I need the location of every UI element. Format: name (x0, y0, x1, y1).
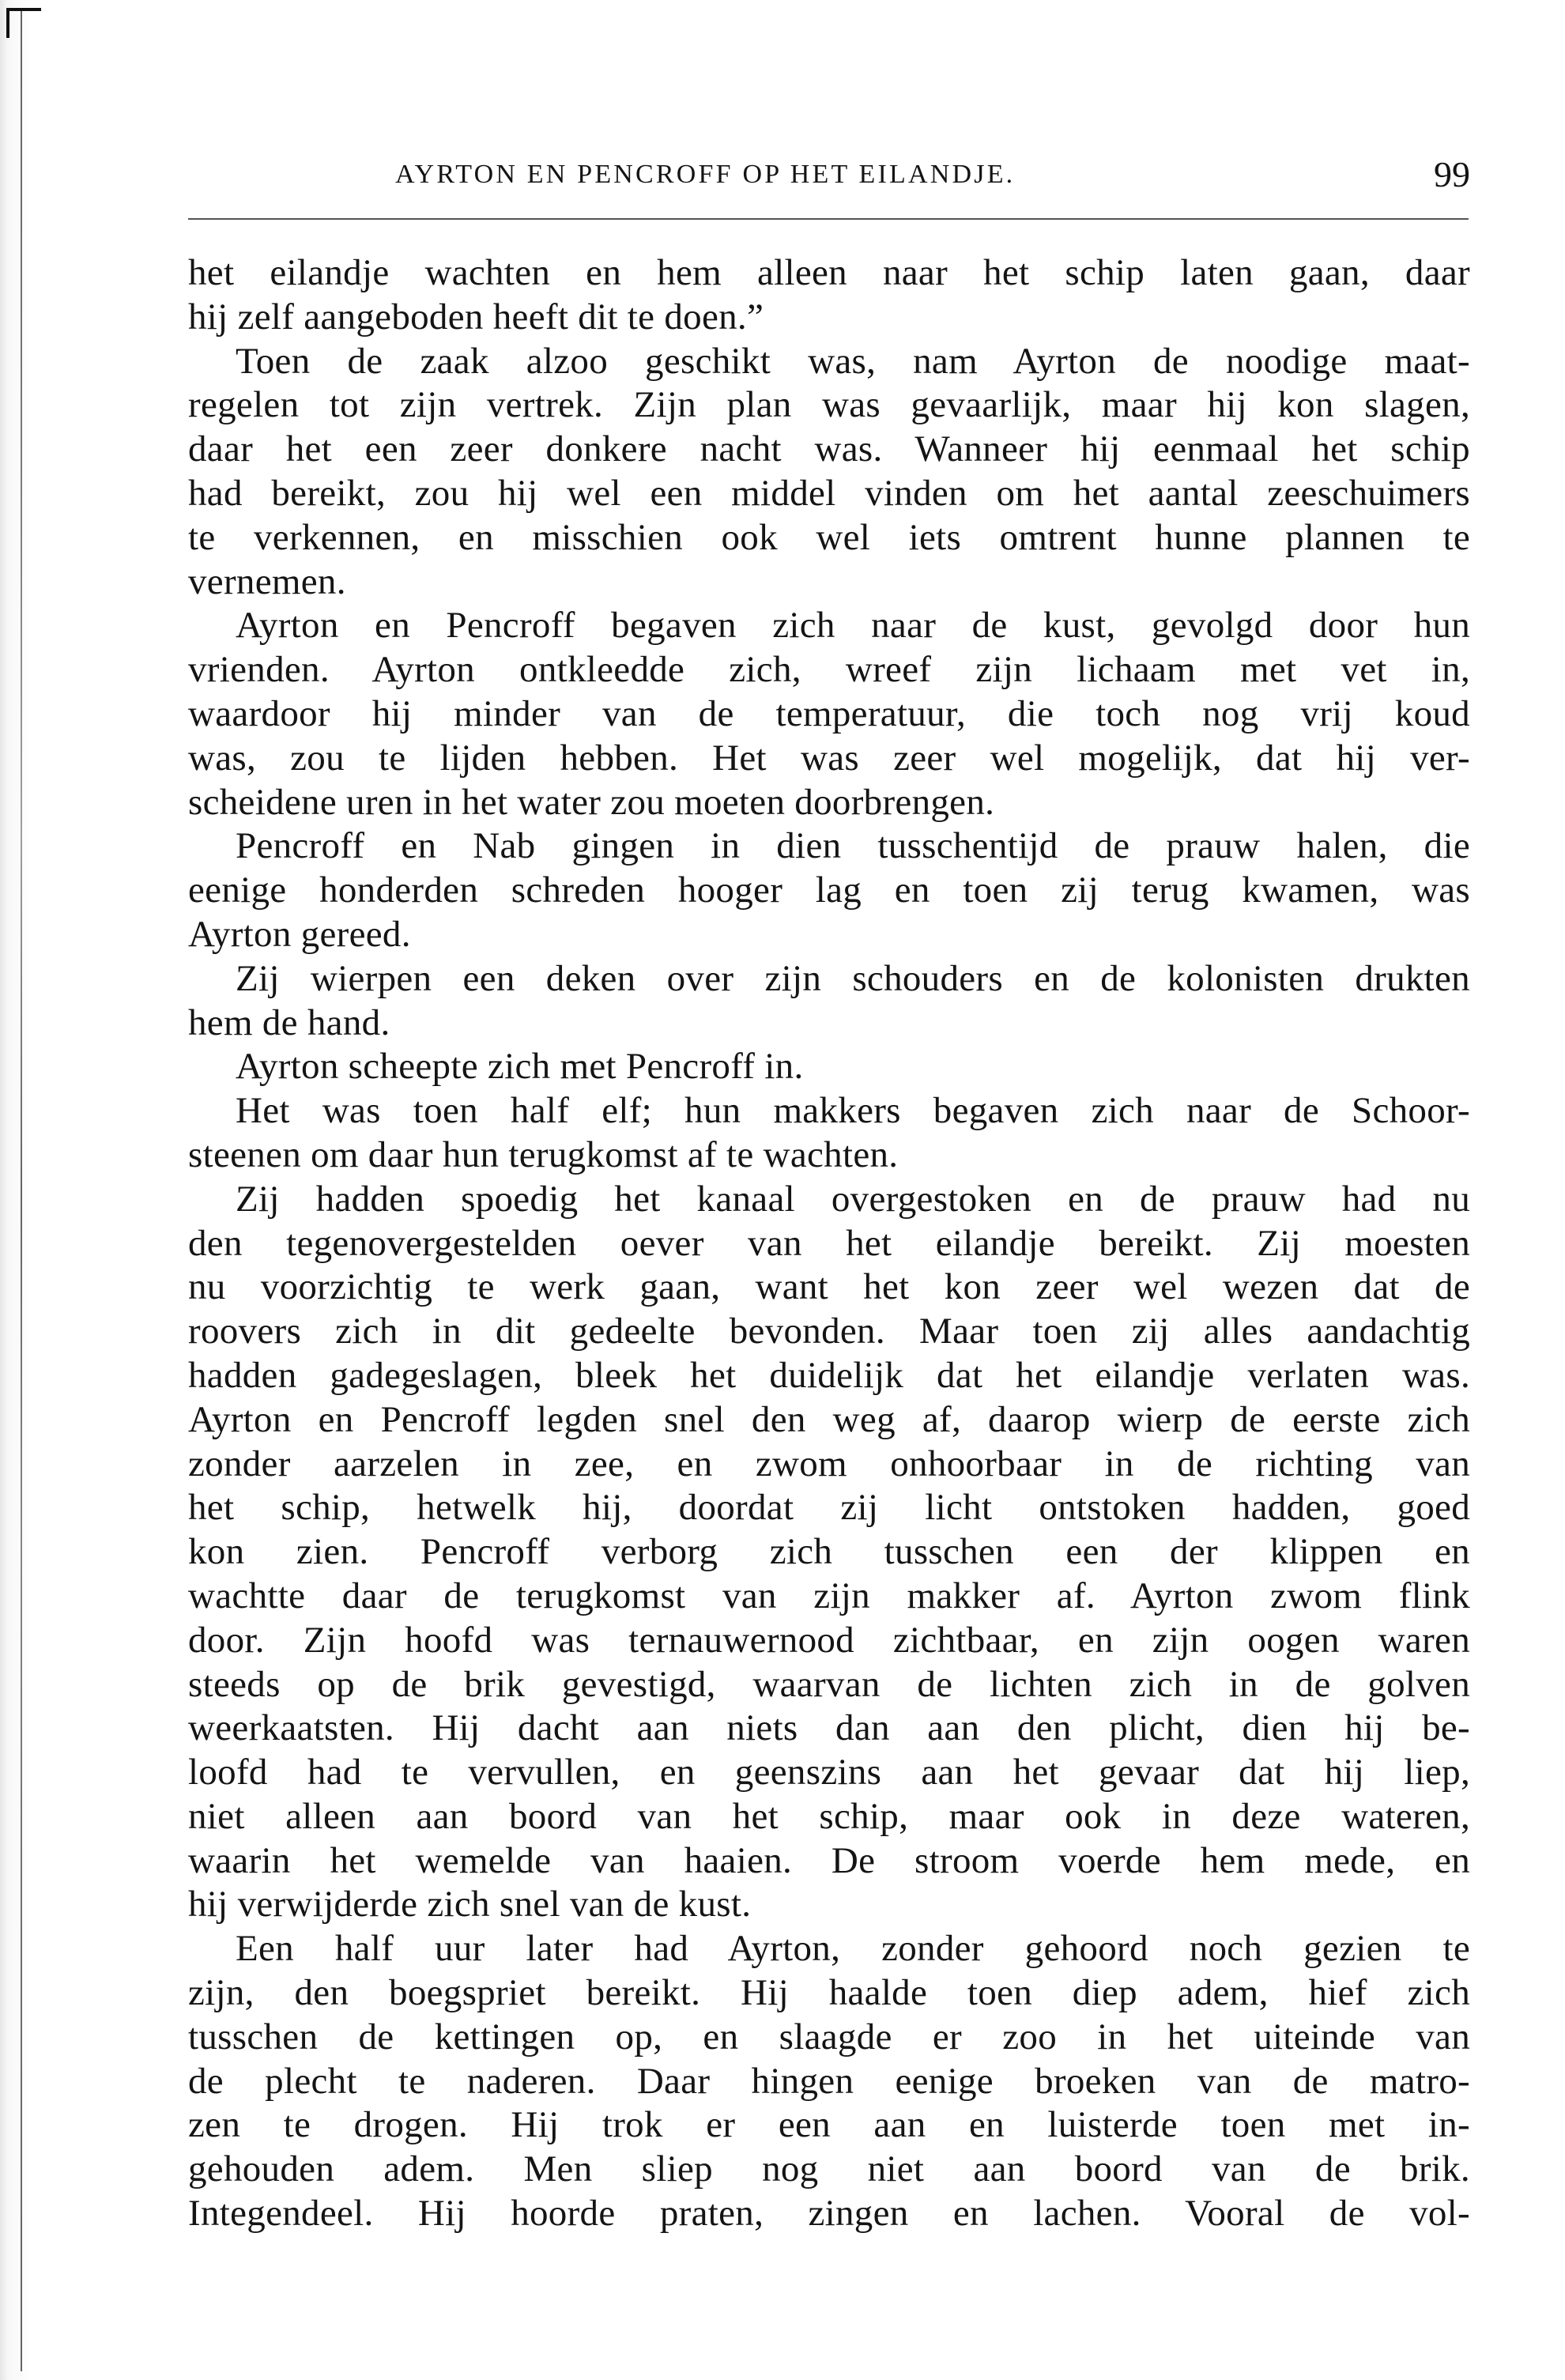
text-line: hadden gadegeslagen, bleek het duidelijk dat het eilandje verlaten was. (188, 1354, 1470, 1396)
scan-binding-edge (21, 8, 22, 2371)
text-line: Ayrton en Pencroff begaven zich naar de kust, gevolgd door hun (236, 605, 1470, 647)
text-line: eenige honderden schreden hooger lag en toen zij terug kwamen, was (188, 869, 1470, 911)
text-line: vrienden. Ayrton ontkleedde zich, wreef zijn lichaam met vet in, (188, 649, 1470, 691)
text-line: tusschen de kettingen op, en slaagde er zoo in het uiteinde van (188, 2016, 1470, 2058)
scan-corner-mark (6, 8, 41, 38)
running-head (395, 149, 1518, 204)
text-line: zonder aarzelen in zee, en zwom onhoorbaar in de richting van (188, 1443, 1470, 1484)
text-line: roovers zich in dit gedeelte bevonden. Maar toen zij alles aandachtig (188, 1311, 1470, 1352)
text-line: daar het een zeer donkere nacht was. Wanneer hij eenmaal het schip (188, 428, 1470, 470)
text-line: Ayrton en Pencroff legden snel den weg af, daarop wierp de eerste zich (188, 1398, 1470, 1440)
text-line: was, zou te lijden hebben. Het was zeer wel mogelijk, dat hij ver- (188, 737, 1470, 779)
text-line: vernemen. (188, 560, 346, 602)
text-line: Zij hadden spoedig het kanaal overgestoken en de prauw had nu (236, 1178, 1470, 1220)
text-line: had bereikt, zou hij wel een middel vinden om het aantal zeeschuimers (188, 472, 1470, 514)
scan-edge-shadow (0, 0, 38, 2380)
text-line: Het was toen half elf; hun makkers begaven zich naar de Schoor- (236, 1090, 1470, 1132)
text-line: regelen tot zijn vertrek. Zijn plan was gevaarlijk, maar hij kon slagen, (188, 384, 1470, 426)
text-line: scheidene uren in het water zou moeten doorbrengen. (188, 781, 995, 823)
text-line: zijn, den boegspriet bereikt. Hij haalde toen diep adem, hief zich (188, 1972, 1470, 2014)
header-rule (188, 218, 1469, 220)
text-line: waarin het wemelde van haaien. De stroom voerde hem mede, en (188, 1839, 1470, 1881)
text-line: door. Zijn hoofd was ternauwernood zichtbaar, en zijn oogen waren (188, 1619, 1470, 1661)
text-line: Ayrton gereed. (188, 913, 411, 955)
text-line: nu voorzichtig te werk gaan, want het kon zeer wel wezen dat de (188, 1266, 1470, 1308)
text-line: waardoor hij minder van de temperatuur, die toch nog vrij koud (188, 692, 1470, 734)
text-line: kon zien. Pencroff verborg zich tusschen een der klippen en (188, 1531, 1470, 1573)
text-line: steenen om daar hun terugkomst af te wachten. (188, 1133, 899, 1175)
text-line: hij verwijderde zich snel van de kust. (188, 1884, 752, 1925)
text-line: Pencroff en Nab gingen in dien tusschentijd de prauw halen, die (236, 825, 1470, 867)
text-line: steeds op de brik gevestigd, waarvan de lichten zich in de golven (188, 1663, 1470, 1705)
text-line: den tegenovergestelden oever van het eilandje bereikt. Zij moesten (188, 1222, 1470, 1264)
text-line: Zij wierpen een deken over zijn schouders en de kolonisten drukten (236, 957, 1470, 999)
text-line: Toen de zaak alzoo geschikt was, nam Ayrton de noodige maat- (236, 340, 1470, 382)
text-line: Een half uur later had Ayrton, zonder gehoord noch gezien te (236, 1928, 1470, 1970)
text-line: hem de hand. (188, 1001, 390, 1043)
text-line: weerkaatsten. Hij dacht aan niets dan aan den plicht, dien hij be- (188, 1707, 1470, 1749)
text-line: wachtte daar de terugkomst van zijn makker af. Ayrton zwom flink (188, 1575, 1470, 1616)
running-title: AYRTON EN PENCROFF OP HET EILANDJE. (395, 160, 1016, 189)
text-line: gehouden adem. Men sliep nog niet aan boord van de brik. (188, 2148, 1470, 2190)
text-line: niet alleen aan boord van het schip, maar ook in deze wateren, (188, 1795, 1470, 1837)
text-line: Integendeel. Hij hoorde praten, zingen en lachen. Vooral de vol- (188, 2193, 1470, 2235)
text-line: het eilandje wachten en hem alleen naar het schip laten gaan, daar (188, 252, 1470, 293)
text-line: Ayrton scheepte zich met Pencroff in. (236, 1046, 804, 1088)
text-line: loofd had te vervullen, en geenszins aan het gevaar dat hij liep, (188, 1752, 1470, 1793)
text-line: te verkennen, en misschien ook wel iets omtrent hunne plannen te (188, 516, 1470, 558)
text-line: het schip, hetwelk hij, doordat zij licht ontstoken hadden, goed (188, 1487, 1470, 1529)
page-number: 99 (1434, 154, 1470, 194)
text-line: de plecht te naderen. Daar hingen eenige broeken van de matro- (188, 2060, 1470, 2102)
text-line: zen te drogen. Hij trok er een aan en luisterde toen met in- (188, 2104, 1470, 2146)
page-body (188, 251, 1470, 2236)
text-line: hij zelf aangeboden heeft dit te doen.” (188, 296, 764, 338)
